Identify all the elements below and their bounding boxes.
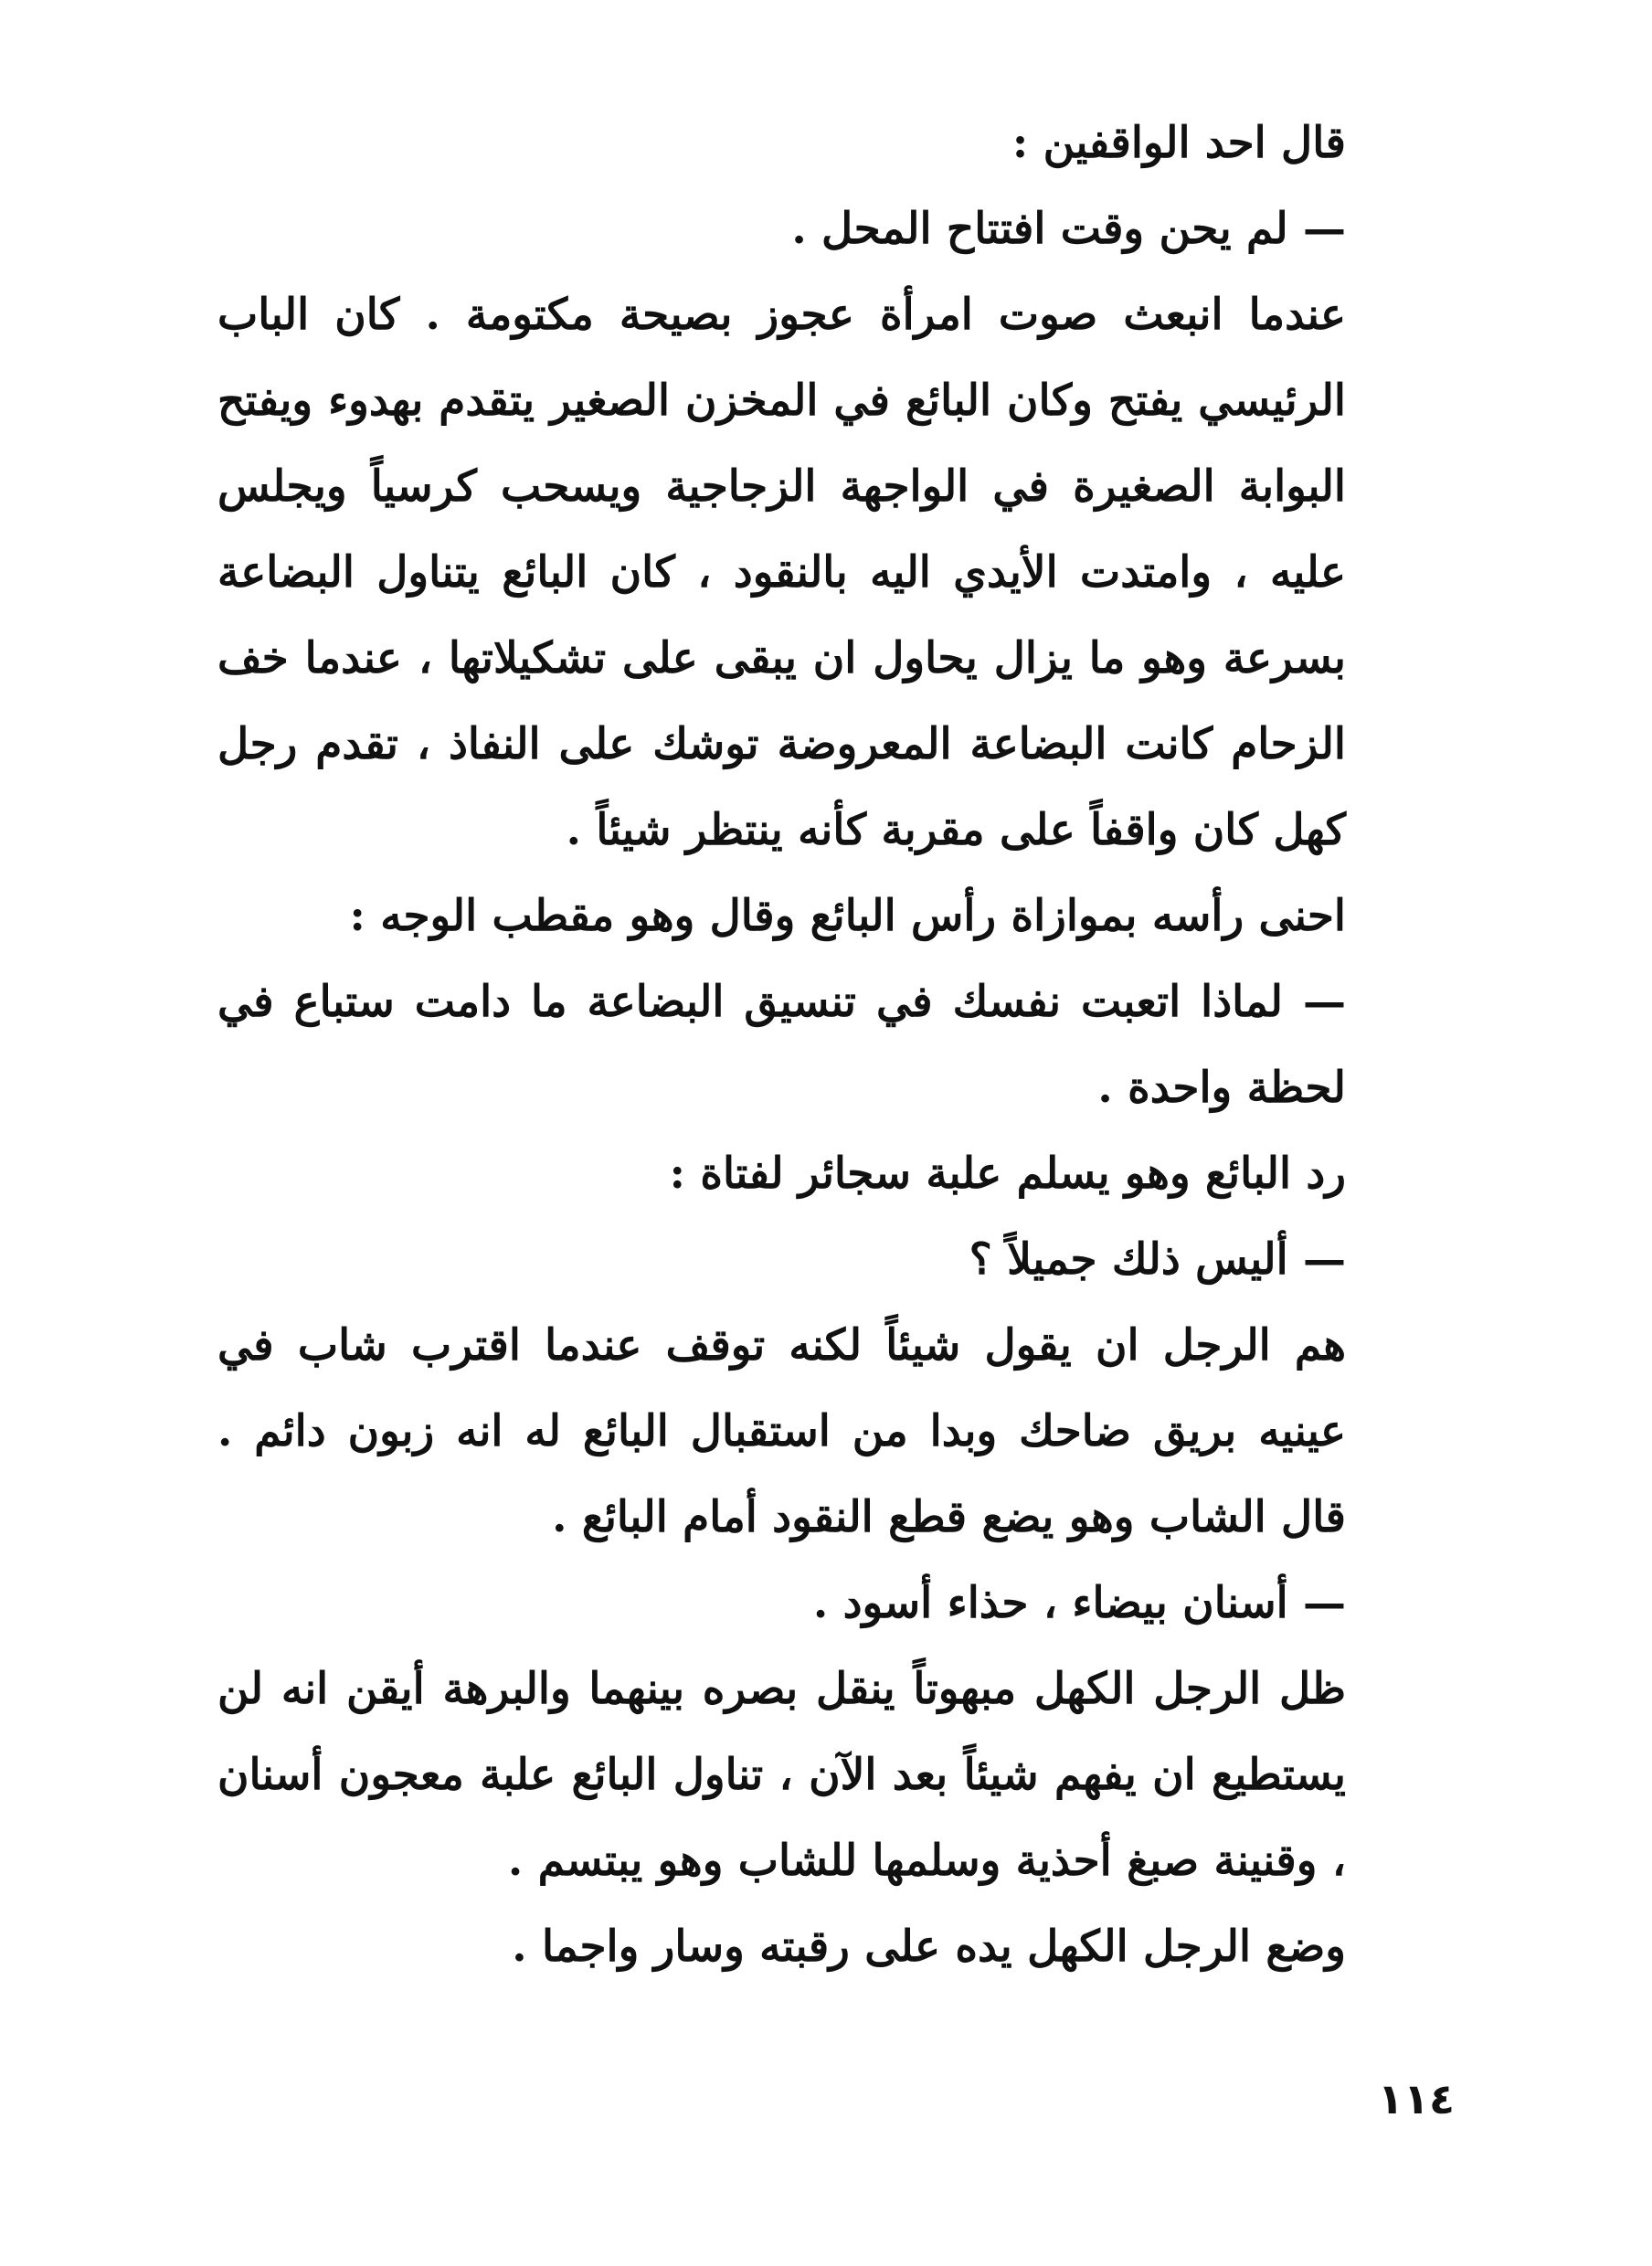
paragraph-11: وضع الرجل الكهل يده على رقبته وسار واجما . xyxy=(512,1922,1346,1972)
paragraph-2: — لم يحن وقت افتتاح المحل . xyxy=(791,204,1346,254)
paragraph-8: هم الرجل ان يقول شيئاً لكنه توقف عندما اقترب شاب في عينيه بريق ضاحك وبدا من استقبال البائع له انه زبون دائم . قال الشاب وهو يضع قطع النقود أمام البائع . xyxy=(217,1320,1346,1542)
page-number: ١١٤ xyxy=(1377,2074,1456,2123)
paragraph-1: قال احد الواقفين : xyxy=(1011,118,1346,168)
paragraph-7: — أليس ذلك جميلاً ؟ xyxy=(969,1234,1346,1285)
paragraph-10: ظل الرجل الكهل مبهوتاً ينقل بصره بينهما والبرهة أيقن انه لن يستطيع ان يفهم شيئاً بعد الآن ، تناول البائع علبة معجون أسنان ، وقنينة صبغ أحذية وسلمها للشاب وهو يبتسم . xyxy=(217,1664,1346,1886)
paragraph-3: عندما انبعث صوت امرأة عجوز بصيحة مكتومة . كان الباب الرئيسي يفتح وكان البائع في المخزن الصغير يتقدم بهدوء ويفتح البوابة الصغيرة في الواجهة الزجاجية ويسحب كرسياً ويجلس عليه ، وامتدت الأيدي اليه بالنقود ، كان البائع يتناول البضاعة بسرعة وهو ما يزال يحاول ان يبقى على تشكيلاتها ، عندما خف الزحام كانت البضاعة المعروضة توشك على النفاذ ، تقدم رجل كهل كان واقفاً على مقربة كأنه ينتظر شيئاً . xyxy=(217,290,1346,855)
body-text xyxy=(217,101,1405,1990)
paragraph-9: — أسنان بيضاء ، حذاء أسود . xyxy=(812,1578,1346,1628)
paragraph-6: رد البائع وهو يسلم علبة سجائر لفتاة : xyxy=(669,1149,1346,1199)
paragraph-5: — لماذا اتعبت نفسك في تنسيق البضاعة ما دامت ستباع في لحظة واحدة . xyxy=(217,977,1346,1113)
paragraph-4: احنى رأسه بموازاة رأس البائع وقال وهو مقطب الوجه : xyxy=(349,891,1346,941)
